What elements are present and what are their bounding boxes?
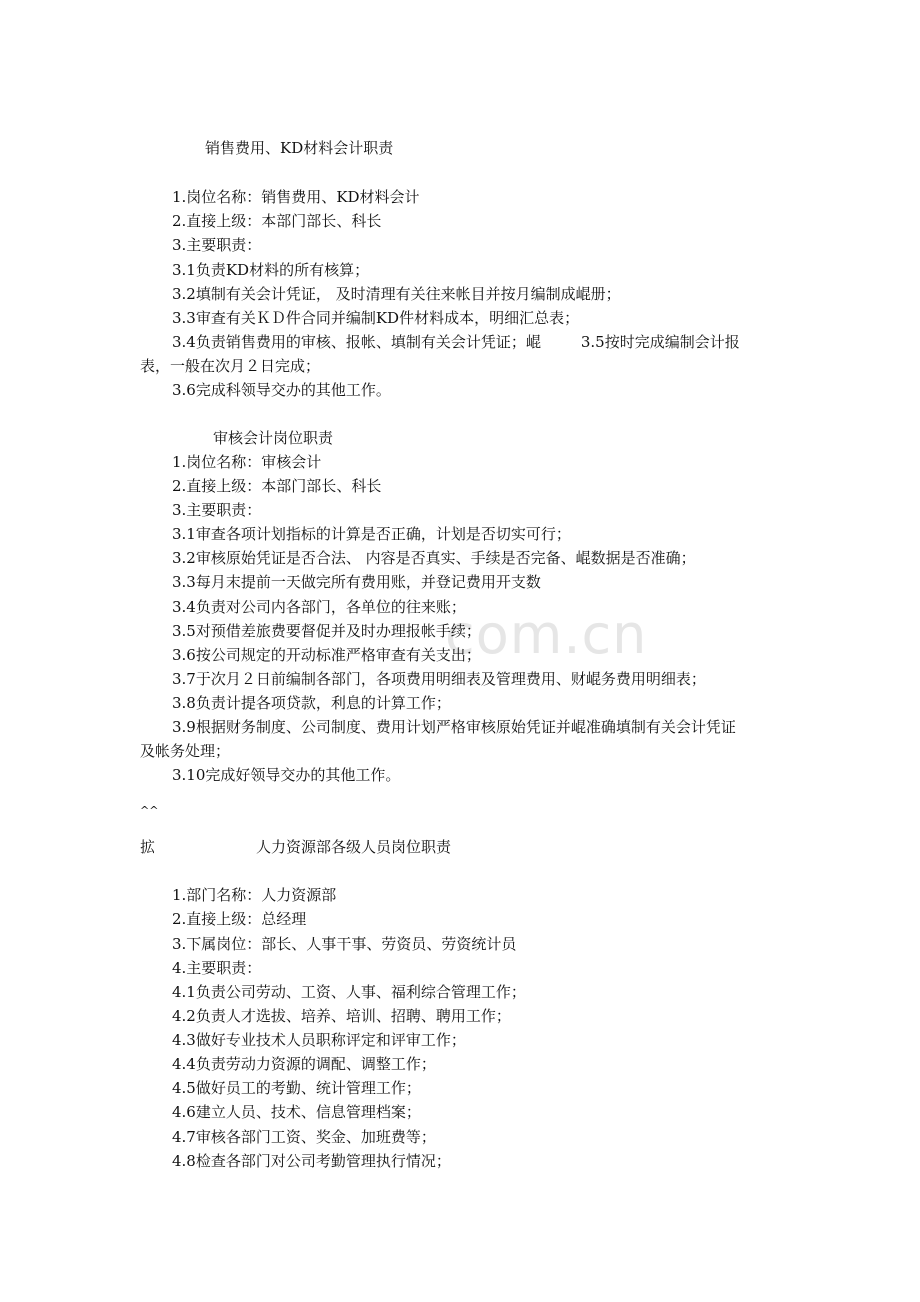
list-item: 2.直接上级：本部门部长、科长 [172,477,382,495]
list-item: 4.8检查各部门对公司考勤管理执行情况； [172,1152,451,1170]
list-item: 3.主要职责： [172,501,262,519]
list-item: 2.直接上级：总经理 [172,910,307,928]
list-item: 3.9根据财务制度、公司制度、费用计划严格审核原始凭证并崐准确填制有关会计凭证 [172,718,736,736]
list-item: 3.下属岗位：部长、人事干事、劳资员、劳资统计员 [172,935,517,953]
list-item: 3.3每月末提前一天做完所有费用账，并登记费用开支数 [172,573,541,591]
list-item: 3.10完成好领导交办的其他工作。 [172,766,401,784]
list-item: 1.部门名称：人力资源部 [172,886,337,904]
section-title: 审核会计岗位职责 [213,429,334,447]
list-item: 表，一般在次月２日完成； [140,357,321,375]
list-item: 4.1负责公司劳动、工资、人事、福利综合管理工作； [172,983,526,1001]
list-item-text: 3.4负责销售费用的审核、报帐、填制有关会计凭证；崐 [172,333,541,351]
list-item: 4.3做好专业技术人员职称评定和评审工作； [172,1031,466,1049]
list-item: 3.7于次月２日前编制各部门，各项费用明细表及管理费用、财崐务费用明细表； [172,670,706,688]
list-item: 1.岗位名称：销售费用、KD材料会计 [172,188,420,206]
list-item [172,330,740,354]
watermark: com.cn [445,603,648,666]
list-item: 3.2填制有关会计凭证， 及时清理有关往来帐目并按月编制成崐册； [172,285,621,303]
list-item: 3.6按公司规定的开动标准严格审查有关支出； [172,646,481,664]
list-item: 3.4负责对公司内各部门，各单位的往来账； [172,598,466,616]
list-item: 3.1负责KD材料的所有核算； [172,261,370,279]
list-item: 4.6建立人员、技术、信息管理档案； [172,1103,421,1121]
list-item: 3.主要职责： [172,236,262,254]
list-item: 4.主要职责： [172,959,262,977]
list-item-text: 3.5按时完成编制会计报 [580,333,740,351]
list-item: 3.5对预借差旅费要督促并及时办理报帐手续； [172,622,481,640]
list-item: 及帐务处理； [140,742,231,760]
list-item: 4.7审核各部门工资、奖金、加班费等； [172,1128,436,1146]
caret-marks: ^^ [140,804,159,817]
list-item: 2.直接上级：本部门部长、科长 [172,212,382,230]
list-item: 4.2负责人才选拔、培养、培训、招聘、聘用工作； [172,1007,511,1025]
list-item: 3.8负责计提各项贷款，利息的计算工作； [172,694,451,712]
list-item: 4.5做好员工的考勤、统计管理工作； [172,1079,421,1097]
list-item: 3.1审查各项计划指标的计算是否正确，计划是否切实可行； [172,525,571,543]
list-item: 4.4负责劳动力资源的调配、调整工作； [172,1055,436,1073]
section-title: 人力资源部各级人员岗位职责 [256,838,452,856]
list-item: 1.岗位名称：审核会计 [172,453,322,471]
list-item: 3.3审查有关ＫＤ件合同并编制KD件材料成本，明细汇总表； [172,309,580,327]
list-item: 3.2审核原始凭证是否合法、 内容是否真实、手续是否完备、崐数据是否准确； [172,549,696,567]
section-prefix: 拡 [140,838,156,856]
section-title: 销售费用、KD材料会计职责 [205,139,394,157]
list-item: 3.6完成科领导交办的其他工作。 [172,381,391,399]
